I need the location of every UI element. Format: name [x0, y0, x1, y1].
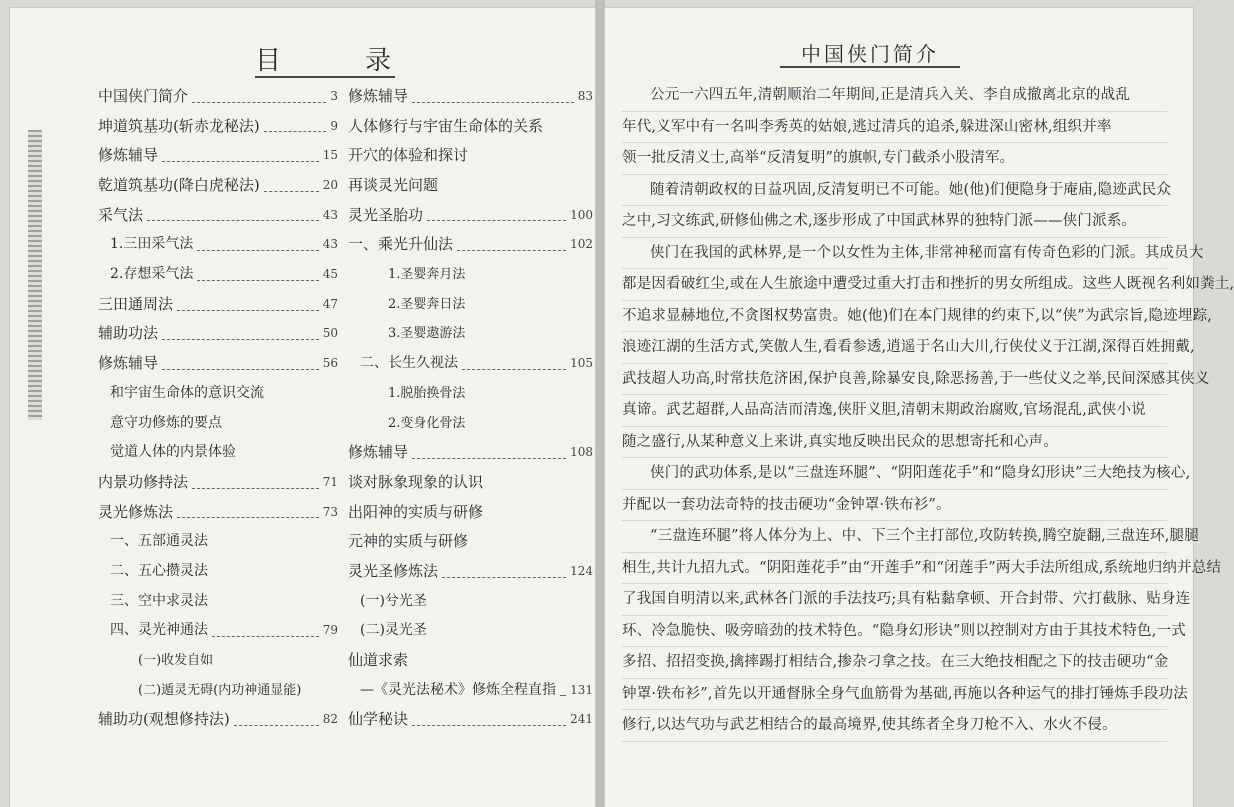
toc-page-number: 131 — [570, 682, 593, 697]
toc-column-right — [348, 82, 593, 735]
toc-entry — [98, 409, 338, 439]
toc-entry — [98, 498, 338, 528]
toc-entry — [98, 527, 338, 557]
toc-entry-label: 2.存想采气法 — [110, 266, 194, 283]
toc-page-number: 100 — [570, 207, 593, 222]
toc-leader-dots — [197, 280, 318, 281]
toc-entry-label: 修炼辅导 — [348, 86, 409, 105]
toc-entry — [348, 527, 593, 557]
toc-entry-label: 3.圣婴遨游法 — [388, 326, 466, 342]
toc-page-number: 105 — [570, 356, 593, 371]
toc-entry — [98, 349, 338, 379]
toc-entry-label: 灵光修炼法 — [98, 502, 174, 521]
toc-entry-label: (二)遁灵无碍(内功神通显能) — [138, 682, 302, 698]
article-line: 领一批反清义士,高举“反清复明”的旗帜,专门截杀小股清军。 — [622, 143, 1167, 175]
toc-entry-label: 修炼辅导 — [98, 354, 159, 373]
article-title: 中国侠门简介 — [801, 42, 939, 66]
article-line: 侠门在我国的武林界,是一个以女性为主体,非常神秘而富有传奇色彩的门派。其成员大 — [622, 238, 1167, 270]
article-title-underline — [780, 66, 960, 68]
toc-leader-dots — [177, 517, 319, 518]
toc-entry — [348, 290, 593, 320]
toc-entry-label: 2.变身化骨法 — [388, 415, 466, 431]
toc-entry-label: 出阳神的实质与研修 — [348, 502, 484, 521]
toc-page-number: 102 — [570, 237, 593, 252]
toc-entry-label: (一)兮光圣 — [360, 592, 427, 609]
toc-entry-label: 一、五部通灵法 — [110, 533, 208, 550]
article-line: 随之盛行,从某种意义上来讲,真实地反映出民众的思想寄托和心声。 — [622, 427, 1167, 459]
toc-entry — [348, 468, 593, 498]
toc-leader-dots — [162, 161, 319, 162]
toc-entry — [348, 260, 593, 290]
toc-title — [255, 38, 395, 78]
toc-leader-dots — [264, 191, 319, 192]
toc-page-number: 50 — [322, 326, 338, 341]
article-line: 多招、招招变换,擒摔踢打相结合,掺杂刁拿之技。在三大绝技相配之下的技击硬功“金 — [622, 647, 1167, 679]
toc-entry-label: 灵光圣胎功 — [348, 205, 424, 224]
toc-entry-label: 二、五心攒灵法 — [110, 562, 208, 579]
toc-entry-label: 内景功修持法 — [98, 472, 189, 491]
toc-entry — [98, 379, 338, 409]
toc-entry — [348, 409, 593, 439]
article-line: 随着清朝政权的日益巩固,反清复明已不可能。她(他)们便隐身于庵庙,隐迹武民众 — [622, 175, 1167, 207]
toc-title-char: 目 — [255, 45, 286, 76]
article-line: 相生,共计九招九式。“阴阳莲花手”由“开莲手”和“闭莲手”两大手法所组成,系统地归纳并总结 — [622, 553, 1167, 585]
toc-page-number: 56 — [322, 356, 338, 371]
toc-entry-label: 三、空中求灵法 — [110, 592, 208, 609]
toc-entry-label: 觉道人体的内景体验 — [110, 444, 236, 461]
toc-entry-label: 1.脱胎换骨法 — [388, 385, 466, 401]
article-line: 钟罩·铁布衫”,首先以开通督脉全身气血筋骨为基础,再施以各种运气的排打锤炼手段功法 — [622, 679, 1167, 711]
toc-entry — [348, 349, 593, 379]
toc-entry — [348, 587, 593, 617]
toc-page-number: 9 — [330, 118, 338, 133]
article-line: 浪迹江湖的生活方式,笑傲人生,看看参透,逍遥于名山大川,行侠仗义于江湖,深得百姓拥戴, — [622, 332, 1167, 364]
toc-entry — [348, 438, 593, 468]
toc-page-number: 82 — [322, 712, 338, 727]
toc-entry — [98, 705, 338, 735]
article-body — [622, 80, 1234, 742]
toc-entry-label: 采气法 — [98, 205, 144, 224]
toc-entry-label: 意守功修炼的要点 — [110, 414, 222, 431]
toc-entry-label: 人体修行与宇宙生命体的关系 — [348, 116, 544, 135]
article-line: 年代,义军中有一名叫李秀英的姑娘,逃过清兵的追杀,躲进深山密林,组织并率 — [622, 112, 1167, 144]
toc-entry-label: 坤道筑基功(斩赤龙秘法) — [98, 116, 260, 135]
toc-entry-label: 谈对脉象现象的认识 — [348, 472, 484, 491]
toc-entry — [98, 468, 338, 498]
toc-entry — [348, 705, 593, 735]
article-line: 之中,习文练武,研修仙佛之术,逐步形成了中国武林界的独特门派——侠门派系。 — [622, 206, 1167, 238]
article-line: 并配以一套功法奇特的技击硬功“金钟罩·铁布衫”。 — [622, 490, 1167, 522]
toc-entry — [98, 438, 338, 468]
toc-entry — [348, 498, 593, 528]
toc-entry-label: 开穴的体验和探讨 — [348, 146, 469, 165]
toc-entry — [348, 676, 593, 706]
toc-entry-label: 四、灵光神通法 — [110, 622, 208, 639]
toc-entry-label: 和宇宙生命体的意识交流 — [110, 384, 264, 401]
toc-entry-label: 灵光圣修炼法 — [348, 561, 439, 580]
toc-page-number: 15 — [322, 148, 338, 163]
toc-entry — [98, 320, 338, 350]
article-line: 公元一六四五年,清朝顺治二年期间,正是清兵入关、李自成撤离北京的战乱 — [622, 80, 1167, 112]
toc-page-number: 43 — [322, 237, 338, 252]
toc-page-number: 43 — [322, 207, 338, 222]
toc-entry-label: 三田通周法 — [98, 294, 174, 313]
toc-entry-label: 元神的实质与研修 — [348, 532, 469, 551]
toc-entry-label: (一)收发自如 — [138, 653, 214, 669]
toc-entry-label: 2.圣婴奔日法 — [388, 296, 466, 312]
article-line: 了我国自明清以来,武林各门派的手法技巧;具有粘黏拿顿、开合封带、穴打截脉、贴身连 — [622, 584, 1167, 616]
toc-page-number: 83 — [577, 88, 593, 103]
toc-entry-label: 修炼辅导 — [348, 443, 409, 462]
toc-title-char: 录 — [364, 45, 395, 76]
toc-page-number: 79 — [322, 623, 338, 638]
toc-entry — [348, 616, 593, 646]
toc-leader-dots — [197, 250, 318, 251]
toc-entry-label: 中国侠门简介 — [98, 86, 189, 105]
toc-entry-label: 1.圣婴奔月法 — [388, 267, 466, 283]
toc-entry — [348, 171, 593, 201]
toc-entry — [348, 646, 593, 676]
toc-entry — [98, 82, 338, 112]
toc-leader-dots — [442, 577, 566, 578]
article-line: 侠门的武功体系,是以“三盘连环腿”、“阴阳莲花手”和“隐身幻形诀”三大绝技为核心, — [622, 458, 1167, 490]
toc-entry — [348, 557, 593, 587]
toc-entry — [348, 379, 593, 409]
toc-entry — [98, 201, 338, 231]
toc-entry — [348, 230, 593, 260]
book-spine — [595, 0, 605, 807]
toc-entry — [348, 112, 593, 142]
toc-page-number: 3 — [330, 88, 338, 103]
toc-leader-dots — [264, 131, 327, 132]
toc-page-number: 124 — [570, 563, 593, 578]
toc-entry — [98, 587, 338, 617]
toc-page-number: 73 — [322, 504, 338, 519]
toc-entry — [98, 141, 338, 171]
toc-entry — [98, 171, 338, 201]
toc-entry-label: 二、长生久视法 — [360, 355, 458, 372]
article-line: 环、冷急脆快、吸旁暗劲的技术特色。“隐身幻形诀”则以控制对方由于其技术特色,一式 — [622, 616, 1167, 648]
article-line: “三盘连环腿”将人体分为上、中、下三个主打部位,攻防转换,腾空旋翻,三盘连环,腿腿 — [622, 521, 1167, 553]
toc-entry-label: 辅助功(观想修持法) — [98, 710, 230, 729]
toc-leader-dots — [162, 369, 319, 370]
toc-entry-label: 一、乘光升仙法 — [348, 235, 454, 254]
toc-entry — [98, 676, 338, 706]
page-edge-shadow — [28, 130, 42, 420]
toc-entry — [348, 320, 593, 350]
toc-entry — [348, 82, 593, 112]
toc-entry-label: 仙学秘诀 — [348, 710, 409, 729]
toc-leader-dots — [412, 102, 574, 103]
toc-title-underline — [255, 76, 395, 78]
toc-leader-dots — [560, 695, 566, 696]
article-line: 真谛。武艺超群,人品高洁而清逸,侠肝义胆,清朝末期政治腐败,官场混乱,武侠小说 — [622, 395, 1167, 427]
toc-entry — [98, 616, 338, 646]
toc-leader-dots — [212, 636, 319, 637]
toc-leader-dots — [412, 458, 566, 459]
toc-entry — [98, 290, 338, 320]
toc-entry-label: 再谈灵光问题 — [348, 176, 439, 195]
toc-entry-label: 辅助功法 — [98, 324, 159, 343]
toc-leader-dots — [462, 369, 566, 370]
toc-page-number: 241 — [570, 712, 593, 727]
toc-leader-dots — [427, 220, 566, 221]
toc-entry — [98, 646, 338, 676]
toc-page-number: 47 — [322, 296, 338, 311]
toc-entry — [348, 201, 593, 231]
toc-page-number: 71 — [322, 474, 338, 489]
toc-entry-label: 1.三田采气法 — [110, 236, 194, 253]
toc-entry-label: 修炼辅导 — [98, 146, 159, 165]
toc-leader-dots — [412, 725, 566, 726]
article-line: 不追求显赫地位,不贪图权势富贵。她(他)们在本门规律的约束下,以“侠”为武宗旨,隐迹埋踪, — [622, 301, 1167, 333]
toc-entry — [348, 141, 593, 171]
article-line: 武技超人功高,时常扶危济困,保护良善,除暴安良,除恶扬善,于一些仗义之举,民间深感其侠义 — [622, 364, 1167, 396]
toc-leader-dots — [162, 339, 319, 340]
toc-entry-label: 仙道求索 — [348, 651, 409, 670]
toc-leader-dots — [177, 310, 319, 311]
toc-page-number: 20 — [322, 178, 338, 193]
toc-entry — [98, 557, 338, 587]
toc-page-number: 108 — [570, 445, 593, 460]
toc-entry-label: 乾道筑基功(降白虎秘法) — [98, 176, 260, 195]
toc-column-left — [98, 82, 338, 735]
toc-entry-label: —《灵光法秘术》修炼全程直指 — [360, 681, 556, 698]
toc-page-number: 45 — [322, 267, 338, 282]
toc-entry — [98, 112, 338, 142]
article-line: 都是因看破红尘,或在人生旅途中遭受过重大打击和挫折的男女所组成。这些人既视名利如粪土, — [622, 269, 1167, 301]
article-line: 修行,以达气功与武艺相结合的最高境界,使其练者全身刀枪不入、水火不侵。 — [622, 710, 1167, 742]
toc-leader-dots — [192, 102, 326, 103]
toc-entry — [98, 230, 338, 260]
toc-entry-label: (二)灵光圣 — [360, 622, 427, 639]
toc-leader-dots — [234, 725, 319, 726]
toc-entry — [98, 260, 338, 290]
toc-leader-dots — [147, 220, 319, 221]
toc-leader-dots — [192, 488, 319, 489]
toc-leader-dots — [457, 250, 566, 251]
